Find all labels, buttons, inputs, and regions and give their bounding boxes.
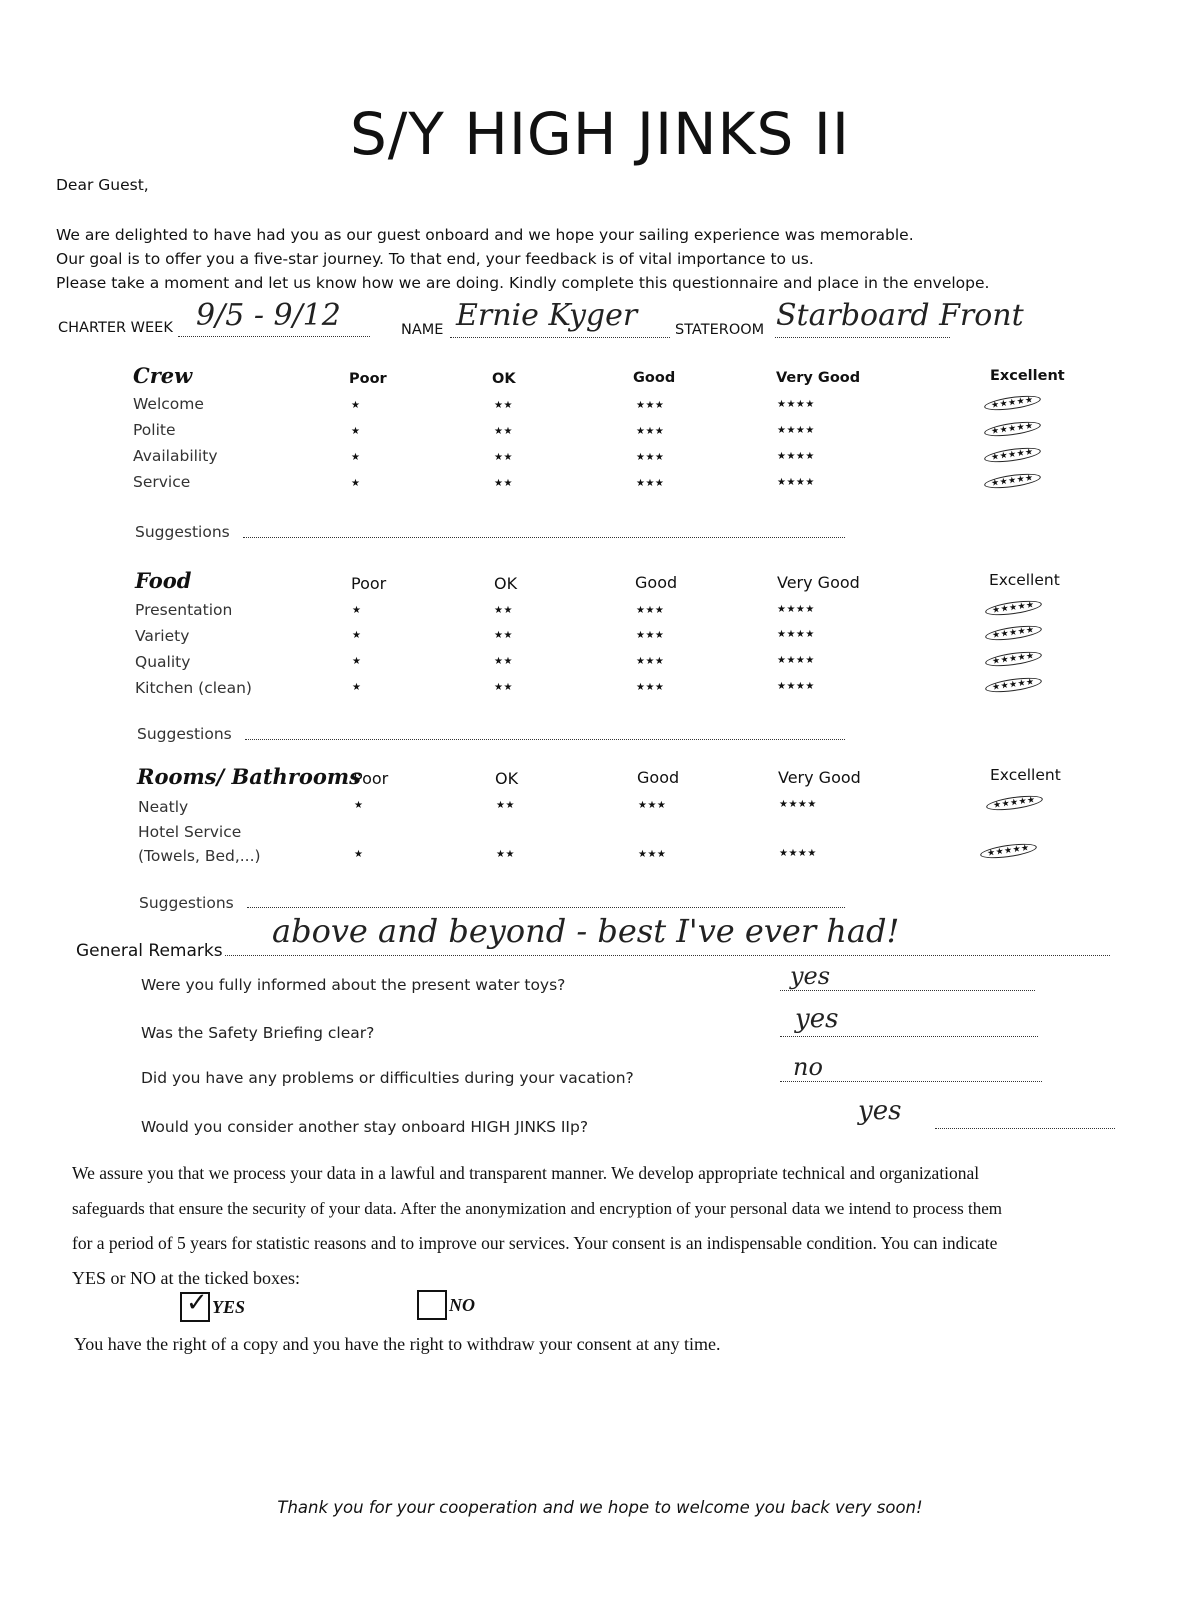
rooms-neatly-2-star[interactable]: ★★ [496,800,515,811]
food-quality-3-star[interactable]: ★★★ [636,656,665,667]
question-safety-briefing: Was the Safety Briefing clear? [141,1024,375,1042]
rooms-neatly-selected: ★★★★★ [985,793,1043,813]
crew-welcome-3-star[interactable]: ★★★ [636,400,665,411]
consent-yes-checkbox[interactable] [180,1288,210,1322]
food-row-variety: Variety [135,627,190,645]
checkmark-icon: ✓ [186,1288,208,1318]
food-row-quality: Quality [135,653,191,671]
rooms-col-poor: Poor [353,769,389,788]
rooms-col-good: Good [637,768,680,787]
crew-welcome-4-star[interactable]: ★★★★ [777,399,815,410]
consent-no-label: NO [449,1294,475,1315]
food-variety-selected: ★★★★★ [984,623,1042,643]
food-presentation-3-star[interactable]: ★★★ [636,605,665,616]
crew-availability-3-star[interactable]: ★★★ [636,452,665,463]
answer-problems[interactable]: no [793,1053,823,1081]
food-presentation-5-star[interactable] [985,602,1042,614]
consent-no-option[interactable] [417,1290,475,1320]
crew-suggestions-field[interactable] [243,537,845,538]
stateroom-label: STATEROOM [675,322,765,338]
rooms-neatly-1-star[interactable]: ★ [354,800,364,811]
general-remarks-field[interactable]: above and beyond - best I've ever had! [272,912,900,950]
crew-service-3-star[interactable]: ★★★ [636,478,665,489]
rooms-row-neatly: Neatly [138,798,189,816]
rooms-hotel-2-star[interactable]: ★★ [496,849,515,860]
intro-line-3: Please take a moment and let us know how we are doing. Kindly complete this questionnaire and place in the envelope. [56,274,990,292]
food-col-good: Good [635,573,678,592]
consent-yes-label: YES [212,1296,246,1317]
crew-service-2-star[interactable]: ★★ [494,478,513,489]
stateroom-field[interactable]: Starboard Front [776,298,1024,333]
rooms-hotel-1-star[interactable]: ★ [354,849,364,860]
rooms-hotel-3-star[interactable]: ★★★ [638,849,667,860]
food-kitchen-3-star[interactable]: ★★★ [636,682,665,693]
crew-welcome-1-star[interactable]: ★ [351,400,361,411]
question-another-stay: Would you consider another stay onboard HIGH JINKS IIp? [141,1118,589,1136]
charter-week-label: CHARTER WEEK [58,320,173,336]
consent-yes-option[interactable] [180,1288,246,1322]
food-kitchen-1-star[interactable]: ★ [352,682,362,693]
food-kitchen-2-star[interactable]: ★★ [494,682,513,693]
rooms-row-hotel-service: Hotel Service [138,823,242,841]
page-title: S/Y HIGH JINKS II [349,100,851,168]
food-quality-5-star[interactable] [985,653,1042,665]
food-col-excellent: Excellent [989,571,1060,589]
crew-row-welcome: Welcome [133,395,204,413]
crew-col-poor: Poor [349,371,387,387]
crew-row-polite: Polite [133,421,176,439]
charter-week-field[interactable]: 9/5 - 9/12 [196,298,341,333]
crew-col-excellent: Excellent [990,368,1065,384]
crew-polite-1-star[interactable]: ★ [351,426,361,437]
crew-row-availability: Availability [133,447,218,465]
name-line [450,337,670,338]
crew-welcome-2-star[interactable]: ★★ [494,400,513,411]
crew-welcome-selected: ★★★★★ [983,393,1041,413]
rooms-hotel-selected: ★★★★★ [979,841,1037,861]
crew-section-title: Crew [133,363,193,388]
food-suggestions-field[interactable] [245,739,845,740]
crew-service-selected: ★★★★★ [983,471,1041,491]
answer-line-water-toys [780,990,1035,991]
food-quality-selected: ★★★★★ [984,649,1042,669]
rooms-neatly-4-star[interactable]: ★★★★ [779,799,817,810]
rooms-section-title: Rooms/ Bathrooms [137,764,361,789]
crew-service-4-star[interactable]: ★★★★ [777,477,815,488]
rooms-col-very-good: Very Good [778,768,861,787]
stateroom-line [775,337,950,338]
general-remarks-label: General Remarks [76,941,223,961]
answer-safety-briefing[interactable]: yes [795,1004,839,1034]
crew-service-5-star[interactable] [984,475,1041,487]
food-col-ok: OK [494,574,518,593]
food-kitchen-selected: ★★★★★ [984,675,1042,695]
crew-suggestions-label: Suggestions [135,523,230,541]
food-section-title: Food [135,568,192,593]
answer-line-safety-briefing [780,1036,1038,1037]
crew-col-very-good: Very Good [776,370,861,386]
food-variety-2-star[interactable]: ★★ [494,630,513,641]
crew-polite-2-star[interactable]: ★★ [494,426,513,437]
rooms-suggestions-field[interactable] [247,907,845,908]
crew-polite-4-star[interactable]: ★★★★ [777,425,815,436]
crew-availability-2-star[interactable]: ★★ [494,452,513,463]
food-suggestions-label: Suggestions [137,725,232,743]
question-water-toys: Were you fully informed about the present water toys? [141,976,566,994]
food-presentation-selected: ★★★★★ [984,598,1042,618]
rooms-hotel-4-star[interactable]: ★★★★ [779,848,817,859]
food-variety-4-star[interactable]: ★★★★ [777,629,815,640]
consent-no-checkbox[interactable] [417,1290,447,1320]
greeting: Dear Guest, [56,176,149,194]
food-col-poor: Poor [351,574,387,593]
rooms-suggestions-label: Suggestions [139,894,234,912]
name-field[interactable]: Ernie Kyger [456,298,638,333]
crew-polite-5-star[interactable] [984,423,1041,435]
crew-col-good: Good [633,370,676,386]
name-label: NAME [401,322,444,338]
legal-line-3: for a period of 5 years for statistic reasons and to improve our services. Your consent is an indispensable condition. You can indicate [72,1233,998,1253]
food-row-presentation: Presentation [135,601,233,619]
question-problems: Did you have any problems or difficulties during your vacation? [141,1069,634,1087]
footer-thank-you: Thank you for your cooperation and we hope to welcome you back very soon! [277,1498,923,1517]
food-presentation-2-star[interactable]: ★★ [494,605,513,616]
food-variety-5-star[interactable] [985,627,1042,639]
food-col-very-good: Very Good [777,573,860,592]
legal-line-4: YES or NO at the ticked boxes: [72,1268,300,1288]
rooms-col-excellent: Excellent [990,766,1061,784]
answer-line-problems [780,1081,1042,1082]
crew-polite-3-star[interactable]: ★★★ [636,426,665,437]
food-presentation-4-star[interactable]: ★★★★ [777,604,815,615]
consent-rights-text: You have the right of a copy and you have the right to withdraw your consent at any time. [74,1334,721,1354]
crew-availability-4-star[interactable]: ★★★★ [777,451,815,462]
food-variety-3-star[interactable]: ★★★ [636,630,665,641]
food-kitchen-4-star[interactable]: ★★★★ [777,681,815,692]
crew-polite-selected: ★★★★★ [983,419,1041,439]
crew-col-ok: OK [492,371,516,387]
food-quality-4-star[interactable]: ★★★★ [777,655,815,666]
crew-availability-1-star[interactable]: ★ [351,452,361,463]
intro-line-2: Our goal is to offer you a five-star journey. To that end, your feedback is of vital importance to us. [56,250,814,268]
rooms-hotel-5-star[interactable] [980,845,1037,857]
legal-line-2: safeguards that ensure the security of your data. After the anonymization and encryption of your personal data we intend to process them [72,1199,1002,1218]
food-presentation-1-star[interactable]: ★ [352,605,362,616]
charter-week-line [178,336,370,337]
legal-line-1: We assure you that we process your data in a lawful and transparent manner. We develop appropriate technical and organizational [72,1163,980,1183]
rooms-row-towels-bed: (Towels, Bed,...) [138,847,261,865]
crew-availability-selected: ★★★★★ [983,445,1041,465]
food-quality-2-star[interactable]: ★★ [494,656,513,667]
food-row-kitchen: Kitchen (clean) [135,679,252,697]
food-quality-1-star[interactable]: ★ [352,656,362,667]
rooms-col-ok: OK [495,769,519,788]
answer-another-stay[interactable]: yes [858,1096,902,1126]
food-variety-1-star[interactable]: ★ [352,630,362,641]
food-kitchen-5-star[interactable] [985,679,1042,691]
intro-line-1: We are delighted to have had you as our guest onboard and we hope your sailing experience was memorable. [56,226,914,244]
rooms-neatly-5-star[interactable] [986,797,1043,809]
answer-line-another-stay [935,1128,1115,1129]
crew-service-1-star[interactable]: ★ [351,478,361,489]
crew-availability-5-star[interactable] [984,449,1041,461]
rooms-neatly-3-star[interactable]: ★★★ [638,800,667,811]
general-remarks-line [225,955,1110,956]
crew-welcome-5-star[interactable] [984,397,1041,409]
crew-row-service: Service [133,473,191,491]
answer-water-toys[interactable]: yes [790,962,831,990]
